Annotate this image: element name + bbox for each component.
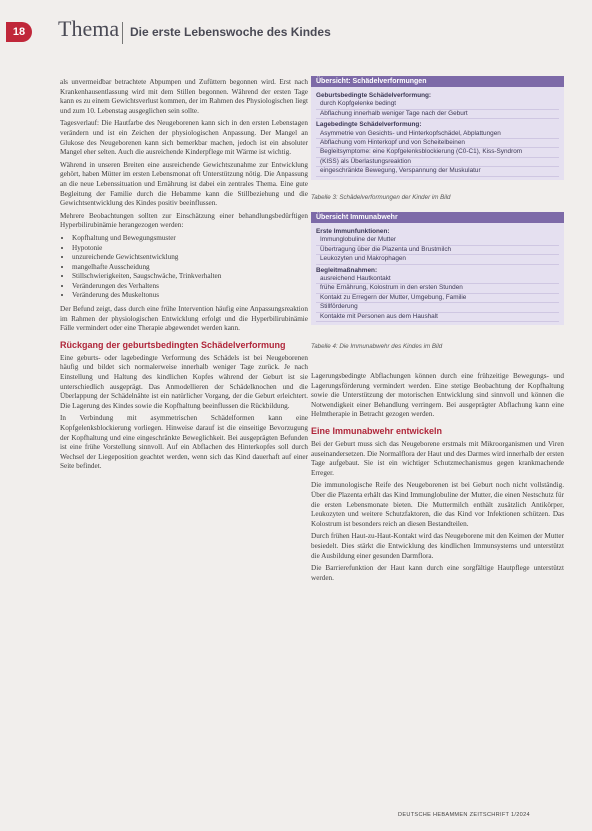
box-body xyxy=(311,87,564,180)
box-item: Stillförderung xyxy=(316,303,559,312)
right-column xyxy=(311,372,564,586)
header-divider xyxy=(122,22,123,44)
article-title: Die erste Lebenswoche des Kindes xyxy=(130,25,331,39)
box-title: Übersicht Immunabwehr xyxy=(311,212,564,223)
list-item: • Hypotonie xyxy=(72,244,308,254)
info-box-immune xyxy=(311,212,564,325)
box-item: frühe Ernährung, Kolostrum in den ersten Stunden xyxy=(316,284,559,293)
section-title: Thema xyxy=(58,16,120,41)
paragraph: Mehrere Beobachtungen sollten zur Einschätzung einer behandlungsbedürftigen Hyperbilirubinämie herangezogen werden: xyxy=(60,211,308,230)
box-body xyxy=(311,223,564,325)
list-item: • Veränderungen des Verhaltens xyxy=(72,282,308,292)
box-subtitle: Erste Immunfunktionen: xyxy=(316,228,390,235)
list-item: • mangelhafte Ausscheidung xyxy=(72,263,308,273)
box-subtitle: Begleitmaßnahmen: xyxy=(316,266,378,274)
box-subtitle: Geburtsbedingte Schädelverformung: xyxy=(316,92,432,99)
box-title: Übersicht: Schädelverformungen xyxy=(311,76,564,87)
box-item: Übertragung über die Plazenta und Brustmilch xyxy=(316,246,559,255)
box-item: (KISS) als Überlastungsreaktion xyxy=(316,158,559,167)
box-item: Abflachung vom Hinterkopf und von Scheitelbeinen xyxy=(316,139,559,148)
paragraph: Tagesverlauf: Die Hautfarbe des Neugeborenen kann sich in den ersten Lebenstagen verändern und ist ein Zeichen der physiologischen Anpassung. Der Mangel an Glukose des Neugeborenen kann sich bemerkbar machen, jedoch ist ein absoluter Mangel eher selten. Auch die ausreichende Kinderpflege mit Wärme ist wichtig. xyxy=(60,119,308,157)
box-item: Abflachung innerhalb weniger Tage nach der Geburt xyxy=(316,110,559,119)
table-caption: Tabelle 3: Schädelverformungen der Kinder im Bild xyxy=(311,194,451,201)
paragraph: Eine geburts- oder lagebedingte Verformung des Schädels ist bei Neugeborenen häufig und bildet sich normalerweise innerhalb weniger Tage zurück. Je nach Einstellung und Haltung des kindlichen Kopfes während der Geburt ist sie unterschiedlich ausgeprägt. Das Anmodellieren der Schädelknochen und die Überlappung der Schädelnähte ist ein natürlicher Vorgang, der die Geburt erleichtert. Die Lagerung des Kindes sowie die Kopfhaltung beeinflussen die Rückbildung. xyxy=(60,353,308,410)
info-box-skull xyxy=(311,76,564,180)
box-item: Begleitsymptome: eine Kopfgelenksblockierung (C0-C1), Kiss-Syndrom xyxy=(316,148,559,157)
paragraph: als unvermeidbar betrachtete Abpumpen und Zufüttern begonnen wird. Erst nach Krankenhausentlassung wird mit dem Stillen begonnen. Während der ersten Tage kann es zu einem Gewichtsverlust kommen, der im Rahmen des Physiologischen liegt und zum 10. Lebenstag ausgeglichen sein sollte. xyxy=(60,78,308,115)
paragraph: In Verbindung mit asymmetrischen Schädelformen kann eine Kopfgelenksblockierung vorliegen. Hinweise darauf ist die einseitige Bevorzugung der Kopfhaltung und eine eingeschränkte Beweglichkeit. Bei ausgeprägten Befunden ist eine frühe Vorstellung sinnvoll. Auf ein Abflachen des Hinterkopfes soll durch Wechsel der Liegeposition geachtet werden, wenn sich das Kind dauerhaft auf einer Seite befindet. xyxy=(60,414,308,471)
paragraph: Die Barrierefunktion der Haut kann durch eine sorgfältige Hautpflege unterstützt werden. xyxy=(311,564,564,582)
paragraph: Bei der Geburt muss sich das Neugeborene erstmals mit Mikroorganismen und Viren auseinandersetzen. Die Normalflora der Haut und des Darmes wird innerhalb der ersten Tage aufgebaut. Sie ist ein wichtiger Schutzmechanismus gegen krankmachende Erreger. xyxy=(311,439,564,477)
list-item: • Veränderung des Muskeltonus xyxy=(72,291,308,301)
paragraph: Die immunologische Reife des Neugeborenen ist bei Geburt noch nicht vollständig. Über die Plazenta erhält das Kind Immunglobuline der Mutter, die einen Nestschutz für die ersten Lebensmonate bieten. Die Muttermilch enthält zusätzlich Antikörper, Leukozyten und weitere Schutzfaktoren, die das Kind vor Infektionen schützen. Das Kolostrum ist besonders reich an diesen Bestandteilen. xyxy=(311,481,564,528)
paragraph: Während in unseren Breiten eine ausreichende Gewichtszunahme zur Entwicklung gehört, haben Mütter im ersten Lebensmonat oft Unterstützung nötig. Die Anpassung an die neue Lebenssituation und Ernährung ist dabei ein zentrales Thema. Eine gute Begleitung der Familie durch die Hebamme kann die Stillbeziehung und die Gewichtsentwicklung des Kindes positiv beeinflussen. xyxy=(60,160,308,208)
box-item: Kontakte mit Personen aus dem Haushalt xyxy=(316,313,559,322)
box-item: ausreichend Hautkontakt xyxy=(316,275,559,284)
box-subtitle: Lagebedingte Schädelverformung: xyxy=(316,121,422,129)
paragraph: Lagerungsbedingte Abflachungen können durch eine frühzeitige Bewegungs- und Lagerungsförderung vermindert werden. Eine stetige Beobachtung der Kopfhaltung sowie die Unterstützung der motorischen Entwicklung sind sinnvoll und können die Notwendigkeit einer Behandlung verringern. Bei ausgeprägter Abflachung kann eine Helmtherapie in Betracht gezogen werden. xyxy=(311,372,564,419)
page-footer: DEUTSCHE HEBAMMEN ZEITSCHRIFT 1/2024 xyxy=(398,812,530,818)
section-heading: Rückgang der geburtsbedingten Schädelverformung xyxy=(60,339,286,350)
box-item: eingeschränkte Bewegung, Verspannung der Muskulatur xyxy=(316,167,559,176)
bullet-list xyxy=(60,234,308,301)
box-item: durch Kopfgelenke bedingt xyxy=(316,100,559,109)
left-column xyxy=(60,78,308,475)
box-item: Leukozyten und Makrophagen xyxy=(316,255,559,264)
box-item: Kontakt zu Erregern der Mutter, Umgebung, Familie xyxy=(316,294,559,303)
box-item: Asymmetrie von Gesichts- und Hinterkopfschädel, Abplattungen xyxy=(316,130,559,139)
list-item: • Stillschwierigkeiten, Saugschwäche, Trinkverhalten xyxy=(72,272,308,282)
paragraph: Der Befund zeigt, dass durch eine frühe Intervention häufig eine Anpassungsreaktion im Rahmen der physiologischen Entwicklung erfolgt und die Hyperbilirubinämie Fälle vermindert oder eine Therapie abgewendet werden kann. xyxy=(60,305,308,333)
page-number: 18 xyxy=(6,22,32,42)
paragraph: Durch frühen Haut-zu-Haut-Kontakt wird das Neugeborene mit den Keimen der Mutter besiedelt. Dies stärkt die Entwicklung des kindlichen Immunsystems und unterstützt die Ausbildung einer gesunden Darmflora. xyxy=(311,532,564,560)
list-item: • unzureichende Gewichtsentwicklung xyxy=(72,253,308,263)
box-item: Immunglobuline der Mutter xyxy=(316,236,559,245)
page-header xyxy=(0,18,592,48)
table-caption: Tabelle 4: Die Immunabwehr des Kindes im Bild xyxy=(311,343,443,350)
list-item: • Kopfhaltung und Bewegungsmuster xyxy=(72,234,308,244)
section-heading: Eine Immunabwehr entwickeln xyxy=(311,425,443,436)
